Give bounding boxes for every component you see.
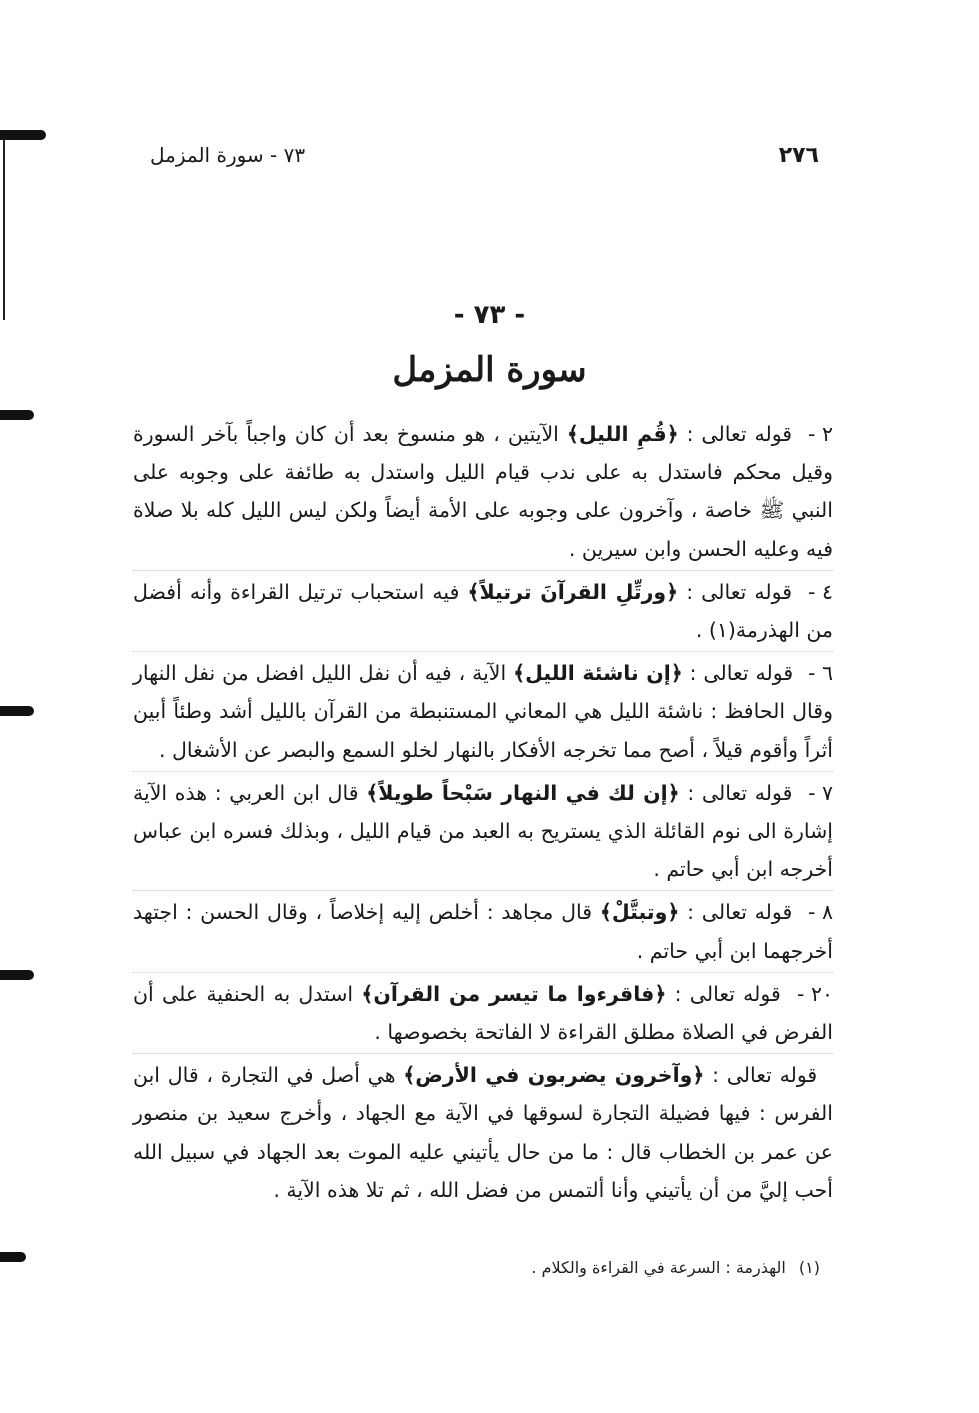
commentary-entry bbox=[133, 1053, 833, 1209]
verse-number: ٢ - bbox=[808, 422, 833, 446]
quoted-verse: ﴿قُمِ الليل﴾ bbox=[566, 422, 679, 446]
scan-edge-mark bbox=[0, 410, 34, 420]
scan-edge-line bbox=[3, 130, 5, 320]
footnote-text: الهذرمة : السرعة في القراءة والكلام . bbox=[531, 1258, 786, 1277]
page-number: ٢٧٦ bbox=[778, 142, 819, 168]
quoted-verse: ﴿إن لك في النهار سَبْحاً طويلاً﴾ bbox=[366, 780, 680, 805]
quoted-verse: ﴿إن ناشئة الليل﴾ bbox=[513, 661, 683, 686]
running-title: ٧٣ - سورة المزمل bbox=[150, 143, 306, 167]
quoted-verse: ﴿ورتِّلِ القرآنَ ترتيلاً﴾ bbox=[467, 579, 679, 604]
entry-intro: قوله تعالى : bbox=[686, 579, 792, 604]
quoted-verse: ﴿فاقرءوا ما تيسر من القرآن﴾ bbox=[361, 981, 667, 1006]
entry-text: الآية ، فيه أن نفل الليل افضل من نفل النهار وقال الحافظ : ناشئة الليل هي المعاني المستنبطة من القرآن بالليل أشد وطئاً أبين أثراً وأقوم قيلاً ، أصح مما تخرجه الأفكار بالنهار لخلو السمع والبصر عن الأشغال . bbox=[133, 661, 833, 762]
running-header bbox=[150, 135, 819, 175]
entry-intro: قوله تعالى : bbox=[686, 422, 793, 446]
entry-text: قال مجاهد : أخلص إليه إخلاصاً ، وقال الحسن : اجتهد أخرجهما ابن أبي حاتم . bbox=[133, 900, 833, 963]
scan-edge-mark bbox=[0, 706, 34, 716]
entry-intro: قوله تعالى : bbox=[687, 900, 793, 925]
verse-number: ٢٠ - bbox=[797, 981, 833, 1006]
entry-intro: قوله تعالى : bbox=[689, 661, 794, 686]
entry-intro: قوله تعالى : bbox=[712, 1063, 818, 1088]
commentary-body bbox=[133, 415, 833, 1209]
quoted-verse: ﴿وآخرون يضربون في الأرض﴾ bbox=[403, 1063, 705, 1088]
verse-number: ٦ - bbox=[808, 661, 833, 686]
verse-number: ٧ - bbox=[808, 780, 833, 805]
commentary-entry bbox=[133, 570, 833, 649]
chapter-title: سورة المزمل bbox=[392, 350, 587, 390]
verse-number: ٨ - bbox=[808, 900, 833, 925]
entry-text: فيه استحباب ترتيل القراءة وأنه أفضل من الهذرمة(١) . bbox=[133, 579, 833, 643]
entry-intro: قوله تعالى : bbox=[674, 981, 781, 1006]
entry-text: هي أصل في التجارة ، قال ابن الفرس : فيها فضيلة التجارة لسوقها في الآية مع الجهاد ، وأخرج سعيد بن منصور عن عمر بن الخطاب قال : ما من حال يأتيني عليه الموت بعد الجهاد في سبيل الله أحب إليَّ من أن يأتيني وأنا ألتمس من فضل الله ، ثم تلا هذه الآية . bbox=[133, 1063, 833, 1202]
chapter-number: - ٧٣ - bbox=[453, 300, 526, 330]
scan-edge-mark bbox=[0, 130, 46, 140]
commentary-entry bbox=[133, 771, 833, 889]
entry-text: قال ابن العربي : هذه الآية إشارة الى نوم القائلة الذي يستريح به العبد من قيام الليل ، وبذلك فسره ابن عباس أخرجه ابن أبي حاتم . bbox=[133, 780, 833, 882]
footnote bbox=[420, 1258, 820, 1277]
entry-text: الآيتين ، هو منسوخ بعد أن كان واجباً بآخر السورة وقيل محكم فاستدل به على ندب قيام الليل واستدل به طائفة على وجوبه على النبي ﷺ خاصة ، وآخرون على وجوبه على الأمة أيضاً ولكن ليس الليل كله بلا صلاة فيه وعليه الحسن وابن سيرين . bbox=[133, 422, 833, 561]
commentary-entry bbox=[133, 972, 833, 1051]
footnote-mark: (١) bbox=[798, 1258, 820, 1277]
quoted-verse: ﴿وتبتَّلْ﴾ bbox=[599, 900, 680, 925]
verse-number: ٤ - bbox=[808, 579, 833, 604]
commentary-entry bbox=[133, 651, 833, 769]
commentary-entry bbox=[133, 890, 833, 969]
scan-edge-mark bbox=[0, 1252, 26, 1262]
entry-intro: قوله تعالى : bbox=[687, 780, 793, 805]
scan-edge-mark bbox=[0, 970, 34, 980]
commentary-entry bbox=[133, 415, 833, 568]
entry-text: استدل به الحنفية على أن الفرض في الصلاة مطلق القراءة لا الفاتحة بخصوصها . bbox=[133, 981, 833, 1045]
